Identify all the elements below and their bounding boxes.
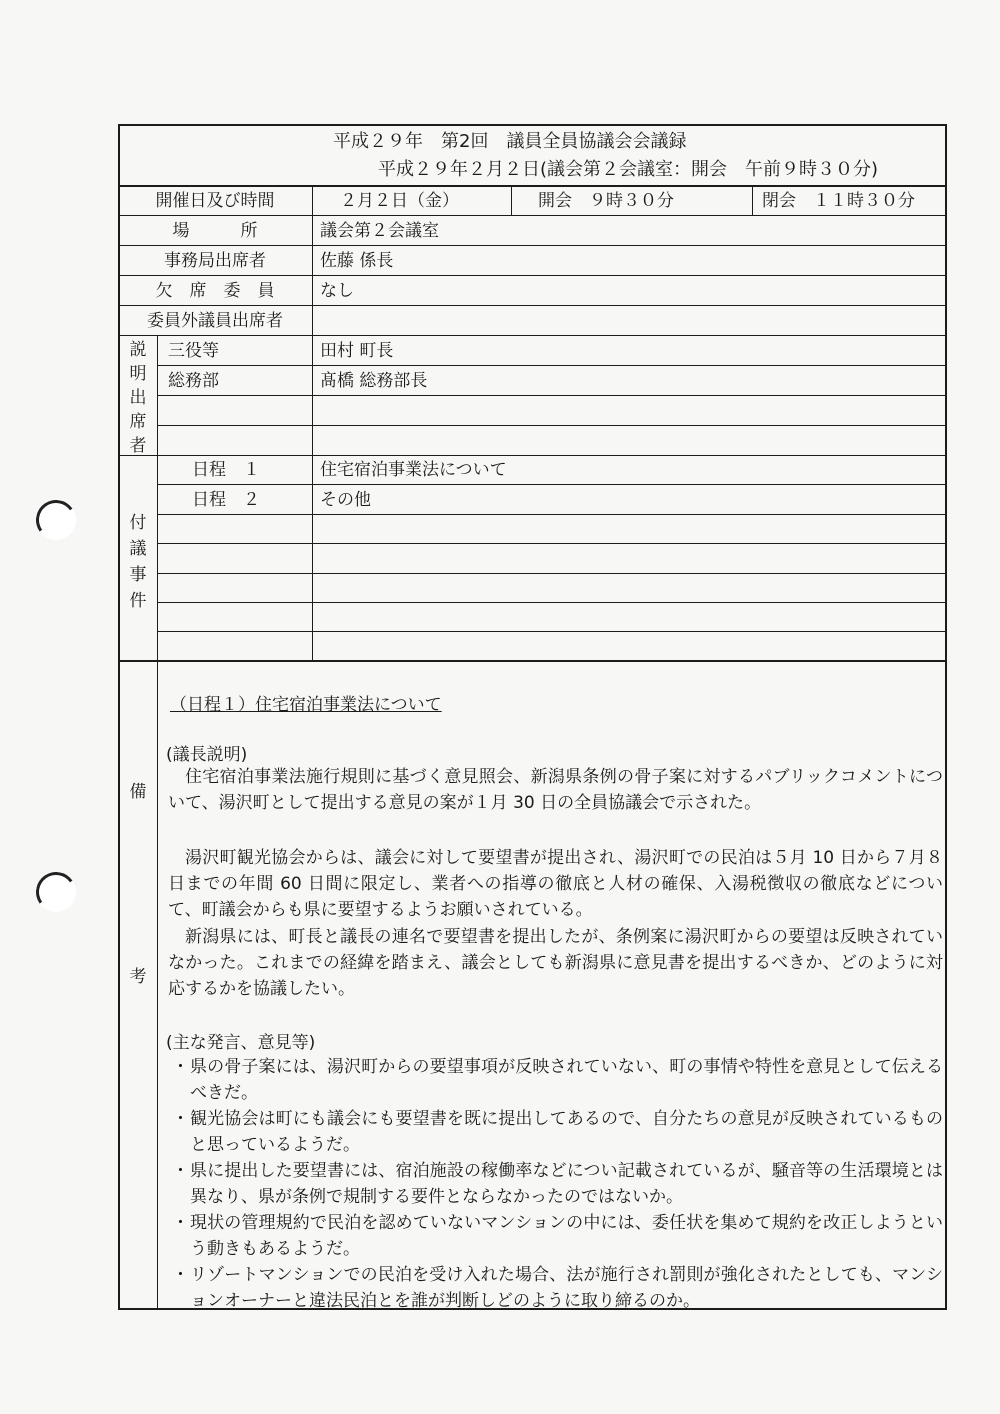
agenda-vertical-label: 付 議 事 件 <box>129 513 147 611</box>
explainer-name: 田村 町長 <box>320 341 394 361</box>
explainer-role: 三役等 <box>168 341 219 361</box>
absent-label: 欠 席 委 員 <box>155 281 275 301</box>
close-time: 閉会 １１時３０分 <box>762 191 915 211</box>
agenda-item-number: 日程 １ <box>192 460 260 480</box>
explanation-paragraph: 新潟県には、町長と議長の連名で要望書を提出したが、条例案に湯沢町からの要望は反映されていなかった。これまでの経緯を踏まえ、議会としても新潟県に意見書を提出するべきか、どのように対応するかを協議したい。 <box>168 927 943 999</box>
agenda-item-title: その他 <box>320 490 371 510</box>
meeting-date: ２月２日（金） <box>340 191 459 211</box>
remarks-label-top: 備 <box>129 782 147 802</box>
place-label: 場 所 <box>172 221 258 241</box>
agenda-item-title: 住宅宿泊事業法について <box>320 460 507 480</box>
opinion-item: ・ リゾートマンションでの民泊を受け入れた場合、法が施行され罰則が強化されたとしても、マンションオーナーと違法民泊とを誰が判断しどのように取り締るのか。 <box>172 1265 943 1311</box>
chair-explanation-label: (議長説明) <box>166 745 248 765</box>
opinions-list <box>168 1054 943 1314</box>
opinion-item: ・ 県に提出した要望書には、宿泊施設の稼働率などについ記載されているが、騒音等の生活環境とは異なり、県が条例で規制する要件とならなかったのではないか。 <box>172 1161 943 1207</box>
punch-hole-bottom <box>33 869 79 915</box>
explainers-vertical-label: 説 明 出 席 者 <box>129 340 147 456</box>
place-value: 議会第２会議室 <box>320 221 439 241</box>
secretariat-value: 佐藤 係長 <box>320 251 394 271</box>
opinion-item: ・ 県の骨子案には、湯沢町からの要望事項が反映されていない、町の事情や特性を意見として伝えるべきだ。 <box>172 1057 943 1103</box>
opinion-item: ・ 現状の管理規約で民泊を認めていないマンションの中には、委任状を集めて規約を改正しようという動きもあるようだ。 <box>172 1213 943 1259</box>
absent-value: なし <box>320 281 354 301</box>
explainer-name: 髙橋 総務部長 <box>320 371 428 391</box>
meeting-date-line: 平成２９年２月２日(議会第２会議室：開会 午前９時３０分) <box>378 159 879 180</box>
non-member-label: 委員外議員出席者 <box>147 311 283 331</box>
explanation-paragraph: 住宅宿泊事業法施行規則に基づく意見照会、新潟県条例の骨子案に対するパブリックコメントについて、湯沢町として提出する意見の案が１月 30 日の全員協議会で示された。 <box>168 767 943 813</box>
secretariat-label: 事務局出席者 <box>164 251 266 271</box>
remarks-heading: （日程１）住宅宿泊事業法について <box>170 695 442 715</box>
opinions-label: (主な発言、意見等) <box>166 1033 316 1053</box>
explanation-paragraph: 湯沢町観光協会からは、議会に対して要望書が提出され、湯沢町での民泊は５月 10 日から７月８日までの年間 60 日間に限定し、業者への指導の徹底と人材の確保、入湯税徴収の徹底などについて、町議会からも県に要望するようお願いされている。 <box>168 848 943 920</box>
date-time-label: 開催日及び時間 <box>155 191 275 211</box>
document-title: 平成２９年 第2回 議員全員協議会会議録 <box>333 131 687 152</box>
remarks-label-bottom: 考 <box>129 967 147 987</box>
punch-hole-top <box>33 497 79 543</box>
agenda-item-number: 日程 ２ <box>192 490 260 510</box>
opinion-item: ・ 観光協会は町にも議会にも要望書を既に提出してあるので、自分たちの意見が反映されているものと思っているようだ。 <box>172 1109 943 1155</box>
explainer-role: 総務部 <box>168 371 219 391</box>
open-time: 開会 ９時３０分 <box>538 191 674 211</box>
